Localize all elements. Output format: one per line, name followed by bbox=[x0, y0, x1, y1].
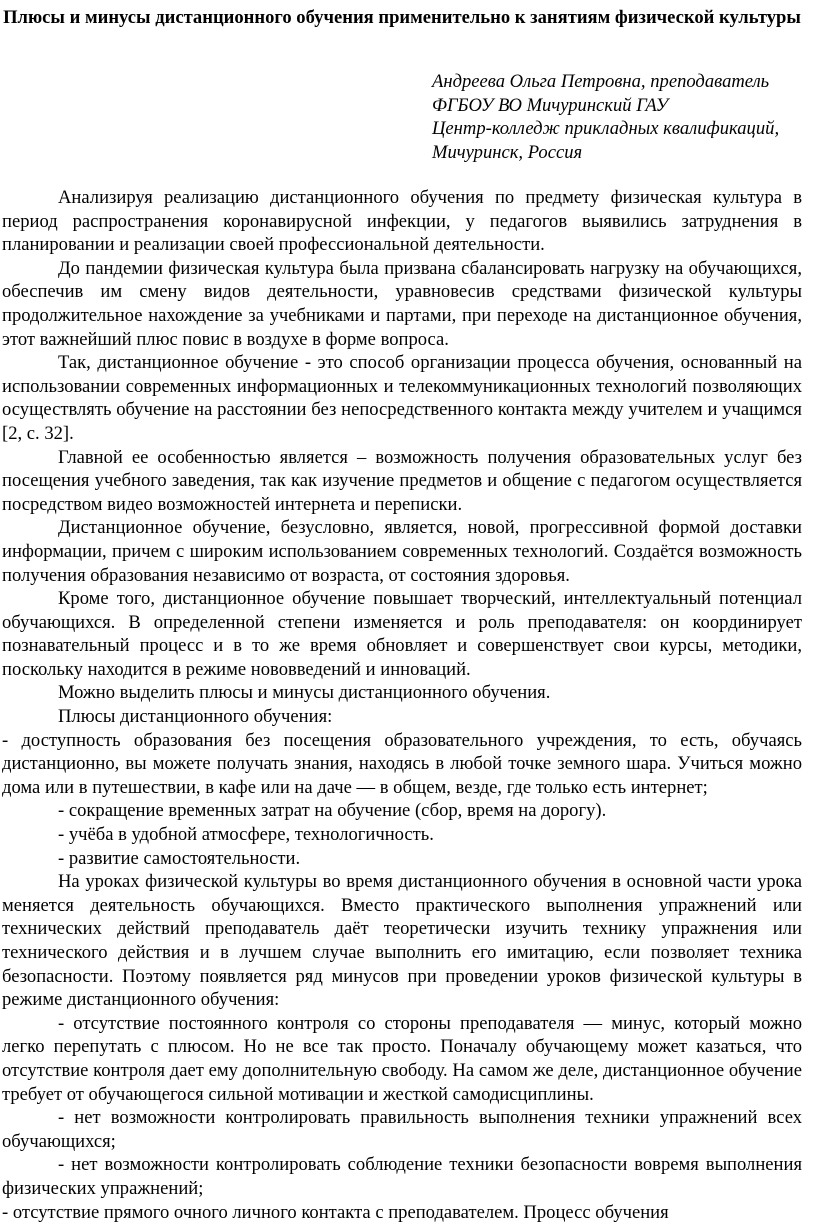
paragraph: Анализируя реализацию дистанционного обучения по предмету физическая культура в период распространения коронавирусной инфекции, у педагогов выявились затруднения в планировании и реализации своей профессиональной деятельности. bbox=[2, 187, 802, 256]
pros-list-item: - доступность образования без посещения образовательного учреждения, то есть, обучаясь дистанционно, вы можете получать знания, находясь в любой точке земного шара. Учиться можно дома или в путешествии, в кафе или на даче — в общем, везде, где только есть интернет; bbox=[2, 729, 802, 798]
pros-list-item: - сокращение временных затрат на обучение (сбор, время на дорогу). bbox=[58, 800, 607, 822]
document-body bbox=[2, 186, 802, 1224]
cons-list-item: - нет возможности контролировать соблюдение техники безопасности вовремя выполнения физических упражнений; bbox=[2, 1154, 802, 1199]
pros-list-item: - развитие самостоятельности. bbox=[58, 847, 301, 869]
paragraph: На уроках физической культуры во время дистанционного обучения в основной части урока меняется деятельность обучающихся. Вместо практического выполнения упражнений или технических действий преподаватель даёт теоретически изучить технику упражнения или технического действия и в лучшем случае выполнить его имитацию, если позволяет техника безопасности. Поэтому появляется ряд минусов при проведении уроков физической культуры в режиме дистанционного обучения: bbox=[2, 871, 802, 1011]
cons-list-item: - отсутствие прямого очного личного контакта с преподавателем. Процесс обучения bbox=[2, 1201, 669, 1223]
document-title: Плюсы и минусы дистанционного обучения применительно к занятиям физической культуры bbox=[3, 7, 801, 28]
paragraph: До пандемии физическая культура была призвана сбалансировать нагрузку на обучающихся, обеспечив им смену видов деятельности, уравновесив средствами физической культуры продолжительное нахождение за учебниками и партами, при переходе на дистанционное обучения, этот важнейший плюс повис в воздухе в форме вопроса. bbox=[2, 257, 802, 350]
author-name: Андреева Ольга Петровна, преподаватель bbox=[432, 71, 770, 92]
paragraph: Кроме того, дистанционное обучение повышает творческий, интеллектуальный потенциал обучающихся. В определенной степени изменяется и роль преподавателя: он координирует познавательный процесс и в то же время обновляет и совершенствует свои курсы, методики, поскольку находится в режиме нововведений и инноваций. bbox=[2, 588, 802, 680]
paragraph: Можно выделить плюсы и минусы дистанционного обучения. bbox=[58, 682, 551, 704]
paragraph: Дистанционное обучение, безусловно, является, новой, прогрессивной формой доставки информации, причем с широким использованием современных технологий. Создаётся возможность получения образования независимо от возраста, от состояния здоровья. bbox=[2, 517, 802, 586]
cons-list-item: - отсутствие постоянного контроля со стороны преподавателя — минус, который можно легко перепутать с плюсом. Но не все так просто. Поначалу обучающему может казаться, что отсутствие контроля дает ему дополнительную свободу. На самом же деле, дистанционное обучение требует от обучающегося сильной мотивации и жесткой самодисциплины. bbox=[2, 1012, 802, 1105]
paragraph: Главной ее особенностью является – возможность получения образовательных услуг без посещения учебного заведения, так как изучение предметов и общение с педагогом осуществляется посредством видео возможностей интернета и переписки. bbox=[2, 446, 802, 515]
pros-list-item: - учёба в удобной атмосфере, технологичность. bbox=[58, 824, 434, 846]
author-organization: ФГБОУ ВО Мичуринский ГАУ bbox=[432, 94, 669, 116]
paragraph: Так, дистанционное обучение - это способ организации процесса обучения, основанный на использовании современных информационных и телекоммуникационных технологий позволяющих осуществлять обучение на расстоянии без непосредственного контакта между учителем и учащимся [2, с. 32]. bbox=[2, 352, 802, 444]
author-location: Мичуринск, Россия bbox=[432, 141, 583, 163]
author-department: Центр-колледж прикладных квалификаций, bbox=[432, 118, 780, 139]
author-block bbox=[432, 70, 802, 164]
cons-list-item: - нет возможности контролировать правильность выполнения техники упражнений всех обучающихся; bbox=[2, 1107, 802, 1152]
paragraph: Плюсы дистанционного обучения: bbox=[58, 706, 333, 728]
